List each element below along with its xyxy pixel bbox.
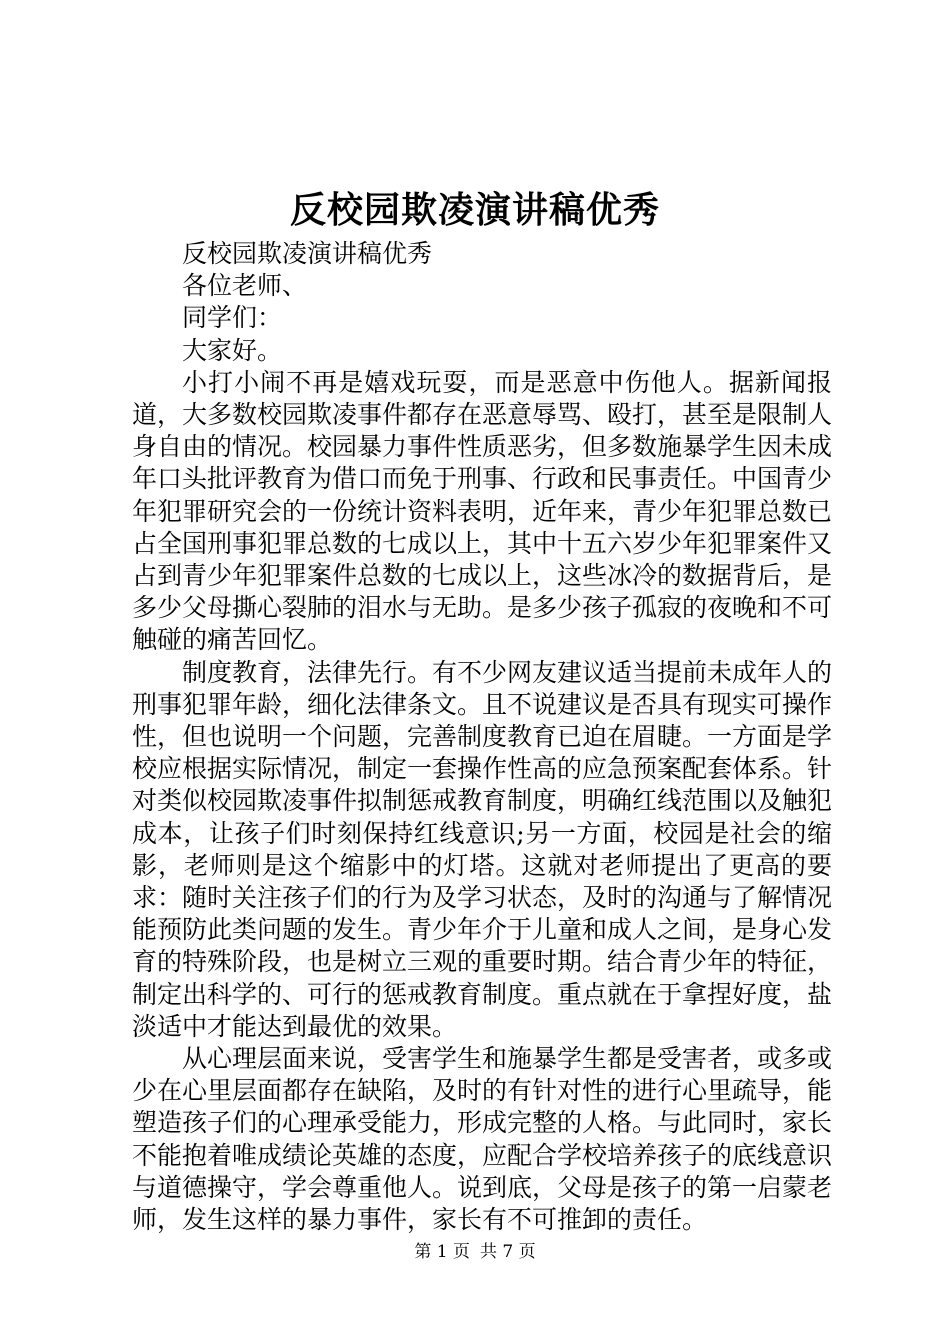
document-title: 反校园欺凌演讲稿优秀 (289, 189, 660, 231)
page-total: 共 7 页 (480, 1242, 536, 1262)
paragraph-body-2: 制度教育，法律先行。有不少网友建议适当提前未成年人的刑事犯罪年龄，细化法律条文。且不说建议是否具有现实可操作性，但也说明一个问题，完善制度教育已迫在眉睫。一方面是学校应根据实际情况，制定一套操作性高的应急预案配套体系。针对类似校园欺凌事件拟制惩戒教育制度，明确红线范围以及触犯成本，让孩子们时刻保持红线意识;另一方面，校园是社会的缩影，老师则是这个缩影中的灯塔。这就对老师提出了更高的要求：随时关注孩子们的行为及学习状态，及时的沟通与了解情况能预防此类问题的发生。青少年介于儿童和成人之间，是身心发育的特殊阶段，也是树立三观的重要时期。结合青少年的特征，制定出科学的、可行的惩戒教育制度。重点就在于拿捏好度，盐淡适中才能达到最优的效果。 (132, 657, 833, 1041)
paragraph-hello: 大家好。 (182, 335, 283, 365)
page-footer (0, 1241, 950, 1263)
paragraph-body-1: 小打小闹不再是嬉戏玩耍，而是恶意中伤他人。据新闻报道，大多数校园欺凌事件都存在恶意辱骂、殴打，甚至是限制人身自由的情况。校园暴力事件性质恶劣，但多数施暴学生因未成年口头批评教育为借口而免于刑事、行政和民事责任。中国青少年犯罪研究会的一份统计资料表明，近年来，青少年犯罪总数已占全国刑事犯罪总数的七成以上，其中十五六岁少年犯罪案件又占到青少年犯罪案件总数的七成以上，这些冰冷的数据背后，是多少父母撕心裂肺的泪水与无助。是多少孩子孤寂的夜晚和不可触碰的痛苦回忆。 (132, 367, 833, 655)
paragraph-greeting-students: 同学们： (182, 303, 283, 333)
paragraph-greeting-teachers: 各位老师、 (182, 271, 308, 301)
document-body (132, 238, 832, 1236)
paragraph-body-3: 从心理层面来说，受害学生和施暴学生都是受害者，或多或少在心里层面都存在缺陷，及时的有针对性的进行心里疏导，能塑造孩子们的心理承受能力，形成完整的人格。与此同时，家长不能抱着唯成绩论英雄的态度，应配合学校培养孩子的底线意识与道德操守，学会尊重他人。说到底，父母是孩子的第一启蒙老师，发生这样的暴力事件，家长有不可推卸的责任。 (132, 1044, 833, 1235)
paragraph-heading: 反校园欺凌演讲稿优秀 (182, 239, 433, 268)
page-number: 第 1 页 (414, 1242, 470, 1262)
